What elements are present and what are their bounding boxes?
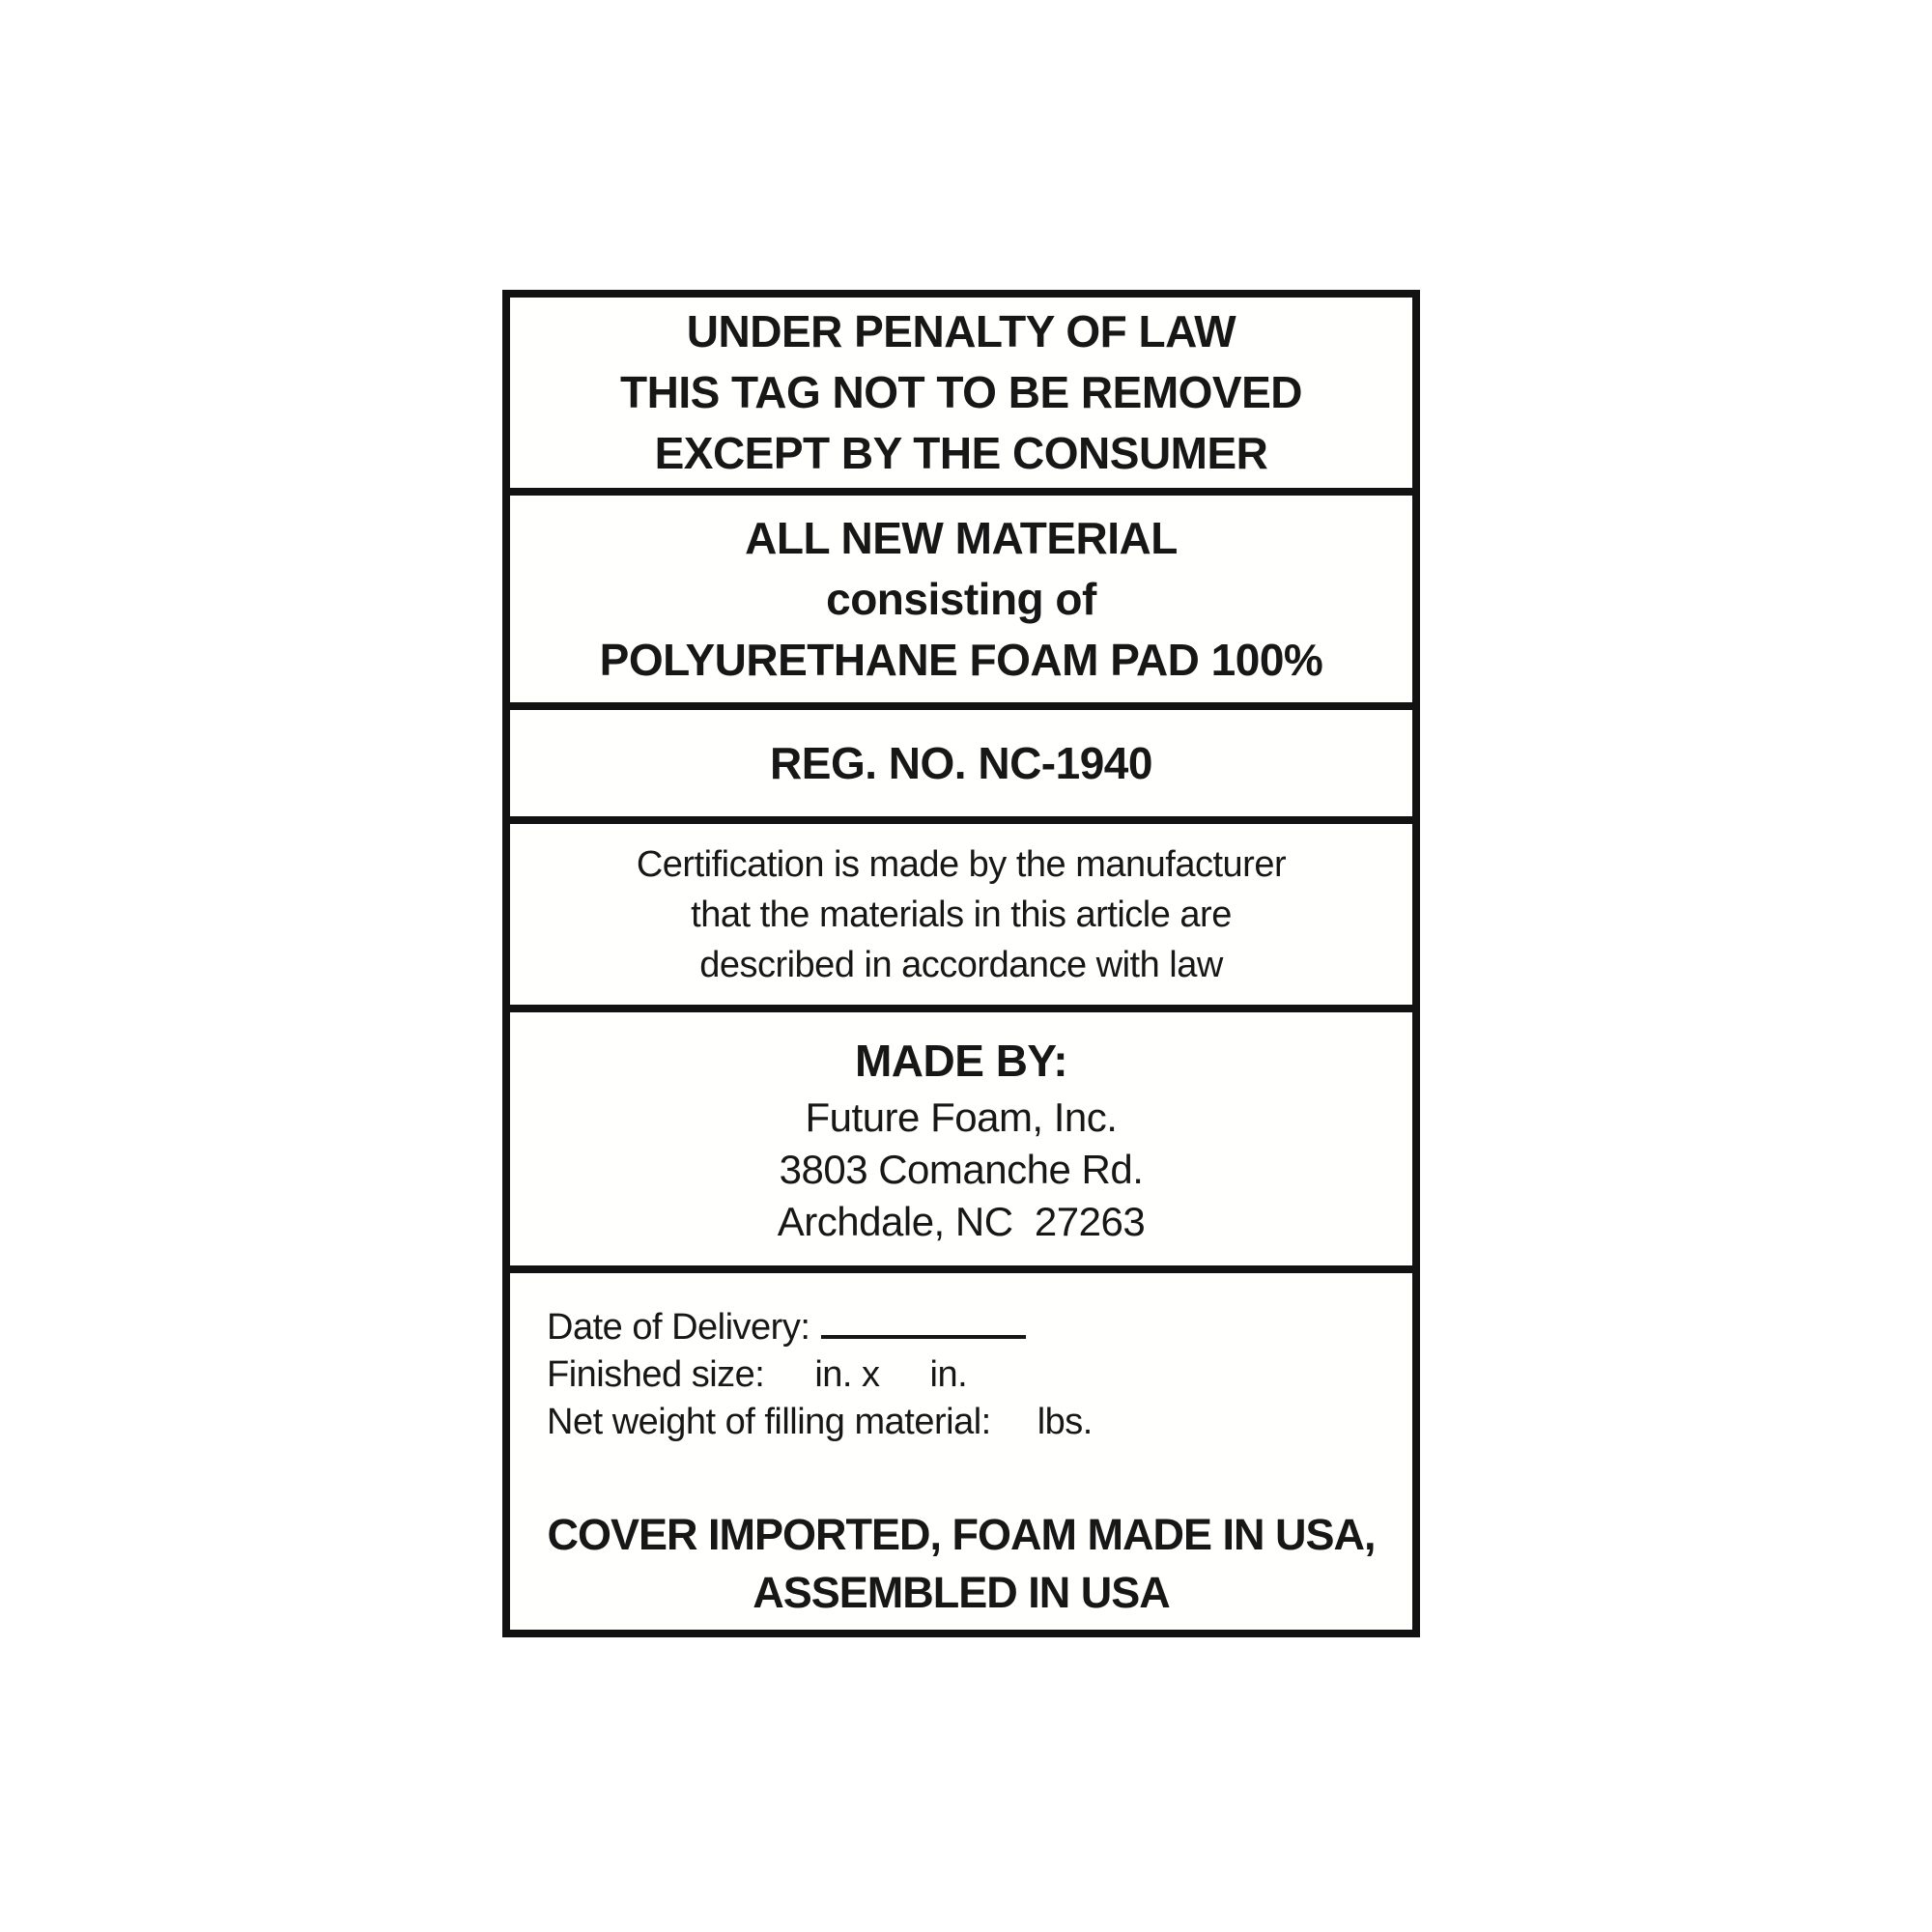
finished-size-label: Finished size: xyxy=(547,1354,765,1395)
penalty-line-1: UNDER PENALTY OF LAW xyxy=(686,306,1236,356)
made-by-heading: MADE BY: xyxy=(854,1036,1068,1086)
manufacturer-street: 3803 Comanche Rd. xyxy=(779,1147,1144,1192)
certification-section xyxy=(510,824,1412,1012)
material-line-2: consisting of xyxy=(826,573,1096,624)
net-weight-unit: lbs. xyxy=(1037,1402,1093,1442)
manufacturer-name: Future Foam, Inc. xyxy=(805,1094,1118,1140)
date-of-delivery-row xyxy=(547,1302,1412,1351)
penalty-line-2: THIS TAG NOT TO BE REMOVED xyxy=(620,367,1302,417)
origin-statement-line-2: ASSEMBLED IN USA xyxy=(753,1568,1170,1617)
manufacturer-city-state-zip: Archdale, NC 27263 xyxy=(777,1199,1146,1244)
certification-line-1: Certification is made by the manufacturer xyxy=(636,843,1287,885)
certification-line-3: described in accordance with law xyxy=(699,944,1223,985)
material-line-3: POLYURETHANE FOAM PAD 100% xyxy=(599,634,1323,685)
registration-number-section xyxy=(510,710,1412,824)
fill-in-details xyxy=(510,1273,1412,1446)
material-line-1: ALL NEW MATERIAL xyxy=(745,512,1178,563)
penalty-warning-section xyxy=(510,298,1412,496)
registration-number: REG. NO. NC-1940 xyxy=(770,737,1152,788)
made-by-section xyxy=(510,1012,1412,1273)
finished-size-unit-2: in. xyxy=(929,1354,968,1395)
finished-size-row xyxy=(547,1351,1412,1399)
penalty-line-3: EXCEPT BY THE CONSUMER xyxy=(654,428,1268,478)
finished-size-unit-1: in. x xyxy=(814,1354,880,1395)
origin-statement-line-1: COVER IMPORTED, FOAM MADE IN USA, xyxy=(547,1510,1376,1559)
origin-statement xyxy=(510,1506,1412,1622)
date-of-delivery-label: Date of Delivery: xyxy=(547,1307,810,1348)
delivery-details-section xyxy=(510,1273,1412,1630)
law-label-tag xyxy=(502,290,1420,1637)
certification-line-2: that the materials in this article are xyxy=(691,894,1232,935)
material-contents-section xyxy=(510,496,1412,710)
net-weight-row xyxy=(547,1399,1412,1446)
net-weight-label: Net weight of filling material: xyxy=(547,1402,991,1442)
date-of-delivery-blank xyxy=(821,1302,1026,1339)
